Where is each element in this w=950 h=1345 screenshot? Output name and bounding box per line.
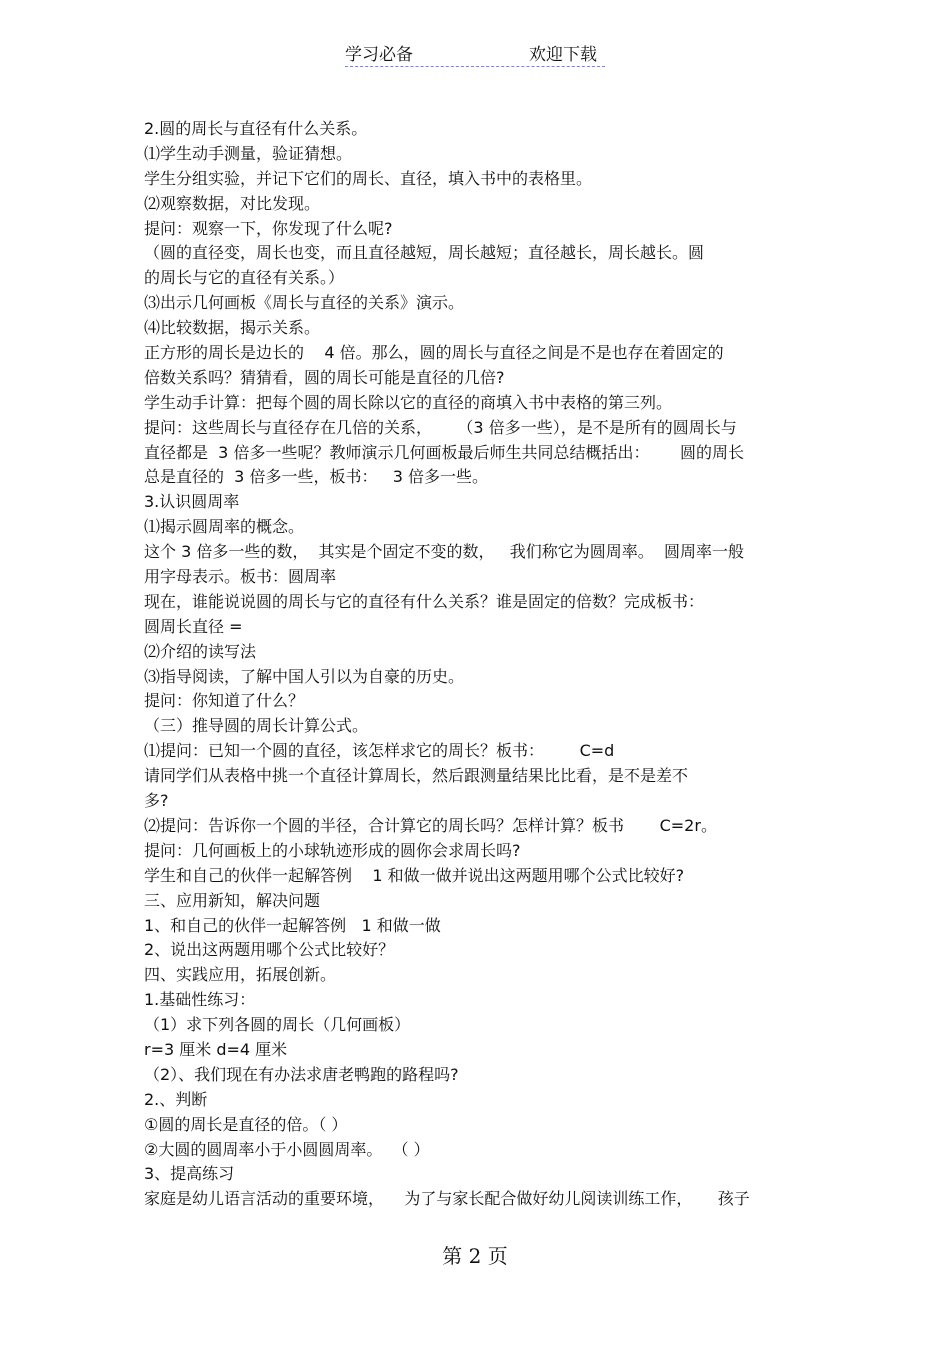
- text-line: 的周长与它的直径有关系。）: [144, 268, 345, 288]
- text-line: ⑶指导阅读，了解中国人引以为自豪的历史。: [144, 666, 465, 686]
- text-line: 三、应用新知，解决问题: [144, 890, 321, 910]
- header-right-text: 欢迎下载: [529, 45, 597, 65]
- text-line: 1、和自己的伙伴一起解答例 1 和做一做: [144, 915, 441, 935]
- text-line: （圆的直径变，周长也变，而且直径越短，周长越短；直径越长，周长越长。圆: [144, 243, 705, 263]
- text-line: 提问：你知道了什么？: [144, 691, 305, 711]
- text-line: 直径都是 3 倍多一些呢？教师演示几何画板最后师生共同总结概括出： 圆的周长: [144, 442, 744, 462]
- text-line: 提问：这些周长与直径存在几倍的关系， （3 倍多一些），是不是所有的圆周长与: [144, 417, 737, 437]
- text-line: 1.基础性练习：: [144, 990, 256, 1010]
- text-line: 倍数关系吗？猜猜看，圆的周长可能是直径的几倍?: [144, 367, 505, 387]
- text-line: 总是直径的 3 倍多一些，板书： 3 倍多一些。: [144, 467, 488, 487]
- text-line: ⑶出示几何画板《周长与直径的关系》演示。: [144, 293, 465, 313]
- text-line: 正方形的周长是边长的 4 倍。那么，圆的周长与直径之间是不是也存在着固定的: [144, 343, 724, 363]
- text-line: 2、说出这两题用哪个公式比较好？: [144, 940, 395, 960]
- text-line: ①圆的周长是直径的倍。（ ）: [144, 1114, 348, 1134]
- text-line: ⑴学生动手测量，验证猜想。: [144, 143, 353, 163]
- text-line: 多?: [144, 791, 169, 811]
- page-number: 第 2 页: [442, 1244, 508, 1268]
- text-line: 提问：观察一下，你发现了什么呢?: [144, 218, 393, 238]
- text-line: （三）推导圆的周长计算公式。: [144, 716, 369, 736]
- text-line: ⑴揭示圆周率的概念。: [144, 517, 305, 537]
- text-line: ⑵提问：告诉你一个圆的半径，合计算它的周长吗？怎样计算？板书 C=2r。: [144, 815, 717, 835]
- text-line: ⑵观察数据，对比发现。: [144, 193, 321, 213]
- document-body: [144, 117, 824, 1212]
- text-line: 学生和自己的伙伴一起解答例 1 和做一做并说出这两题用哪个公式比较好?: [144, 865, 685, 885]
- text-line: 这个 3 倍多一些的数， 其实是个固定不变的数， 我们称它为圆周率。 圆周率一般: [144, 542, 744, 562]
- text-line: 用字母表示。板书：圆周率: [144, 567, 337, 587]
- page-header: [345, 40, 605, 67]
- text-line: 学生分组实验，并记下它们的周长、直径，填入书中的表格里。: [144, 168, 593, 188]
- text-line: 2.、判断: [144, 1089, 208, 1109]
- text-line: r=3 厘米 d=4 厘米: [144, 1039, 288, 1059]
- text-line: 提问：几何画板上的小球轨迹形成的圆你会求周长吗?: [144, 840, 521, 860]
- text-line: ⑵介绍的读写法: [144, 641, 257, 661]
- text-line: ②大圆的圆周率小于小圆圆周率。 （ ）: [144, 1139, 430, 1159]
- text-line: 圆周长直径 =: [144, 616, 243, 636]
- text-line: 3.认识圆周率: [144, 492, 240, 512]
- text-line: 2.圆的周长与直径有什么关系。: [144, 119, 368, 138]
- text-line: ⑷比较数据，揭示关系。: [144, 318, 321, 338]
- text-line: 学生动手计算：把每个圆的周长除以它的直径的商填入书中表格的第三列。: [144, 392, 673, 412]
- text-line: ⑴提问：已知一个圆的直径，该怎样求它的周长？板书： C=d: [144, 741, 615, 761]
- text-line: 家庭是幼儿语言活动的重要环境， 为了与家长配合做好幼儿阅读训练工作， 孩子: [144, 1189, 750, 1209]
- text-line: 3、提高练习: [144, 1164, 235, 1184]
- text-line: 四、实践应用，拓展创新。: [144, 965, 337, 985]
- text-line: （2）、我们现在有办法求唐老鸭跑的路程吗?: [144, 1064, 459, 1084]
- text-line: 现在，谁能说说圆的周长与它的直径有什么关系？谁是固定的倍数？完成板书：: [144, 591, 705, 611]
- text-line: 请同学们从表格中挑一个直径计算周长，然后跟测量结果比比看，是不是差不: [144, 766, 689, 786]
- text-line: （1）求下列各圆的周长（几何画板）: [144, 1015, 411, 1035]
- header-left-text: 学习必备: [345, 45, 413, 65]
